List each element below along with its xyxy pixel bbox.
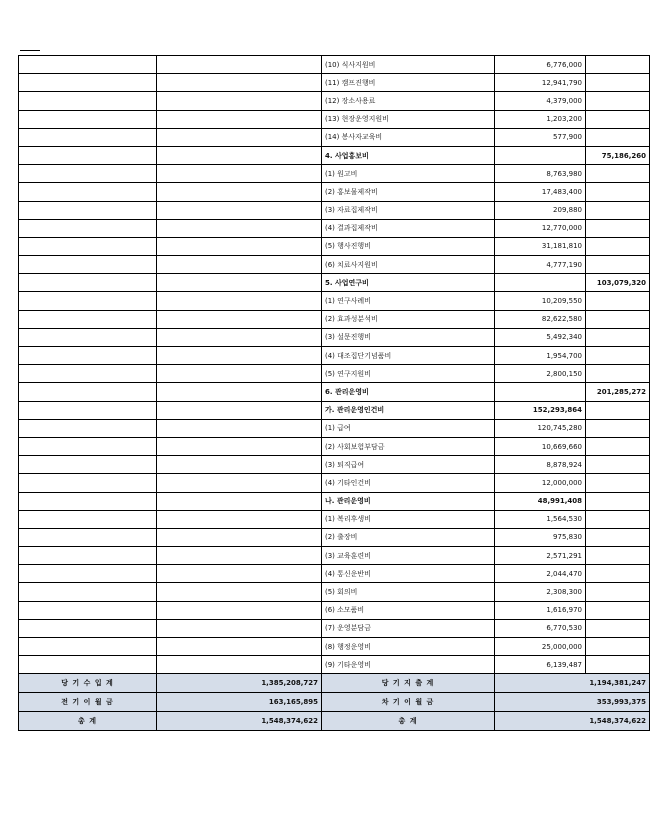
income-amount-cell <box>157 492 322 510</box>
income-item-cell <box>19 219 157 237</box>
table-row <box>19 583 650 601</box>
expense-subtotal <box>586 619 650 637</box>
income-amount-cell <box>157 310 322 328</box>
table-row <box>19 619 650 637</box>
income-amount-cell <box>157 274 322 292</box>
income-amount-cell <box>157 510 322 528</box>
income-amount-cell <box>157 528 322 546</box>
income-item-cell <box>19 401 157 419</box>
expense-amount: 5,492,340 <box>495 328 586 346</box>
expense-amount: 209,880 <box>495 201 586 219</box>
income-item-cell <box>19 638 157 656</box>
income-amount-cell <box>157 237 322 255</box>
income-item-cell <box>19 92 157 110</box>
expense-amount: 17,483,400 <box>495 183 586 201</box>
expense-amount: 120,745,280 <box>495 419 586 437</box>
income-amount-cell <box>157 383 322 401</box>
table-row <box>19 456 650 474</box>
income-item-cell <box>19 565 157 583</box>
expense-amount: 10,669,660 <box>495 437 586 455</box>
income-amount-cell <box>157 456 322 474</box>
income-amount-cell <box>157 128 322 146</box>
income-amount-cell <box>157 328 322 346</box>
expense-item-label: (1) 원고비 <box>322 165 495 183</box>
expense-amount: 25,000,000 <box>495 638 586 656</box>
table-row <box>19 510 650 528</box>
expense-amount: 1,954,700 <box>495 347 586 365</box>
expense-item-label: (3) 퇴직급여 <box>322 456 495 474</box>
income-amount-cell <box>157 183 322 201</box>
expense-item-label: (4) 결과집제작비 <box>322 219 495 237</box>
expense-amount <box>495 146 586 164</box>
expense-amount: 6,139,487 <box>495 656 586 674</box>
expense-subtotal <box>586 601 650 619</box>
expense-item-label: 나. 관리운영비 <box>322 492 495 510</box>
income-amount-cell <box>157 56 322 74</box>
income-amount-cell <box>157 110 322 128</box>
expense-item-label: (3) 자료집제작비 <box>322 201 495 219</box>
expense-subtotal <box>586 310 650 328</box>
summary-right-value: 1,548,374,622 <box>495 712 650 731</box>
table-row <box>19 310 650 328</box>
income-item-cell <box>19 56 157 74</box>
expense-subtotal <box>586 401 650 419</box>
table-row <box>19 201 650 219</box>
ledger-body <box>19 56 650 731</box>
expense-subtotal <box>586 419 650 437</box>
expense-item-label: (7) 운영분담금 <box>322 619 495 637</box>
expense-amount: 6,770,530 <box>495 619 586 637</box>
expense-item-label: 가. 관리운영인건비 <box>322 401 495 419</box>
income-amount-cell <box>157 547 322 565</box>
income-item-cell <box>19 165 157 183</box>
income-item-cell <box>19 492 157 510</box>
expense-amount: 6,776,000 <box>495 56 586 74</box>
expense-item-label: (1) 복리후생비 <box>322 510 495 528</box>
expense-subtotal <box>586 256 650 274</box>
table-row <box>19 601 650 619</box>
expense-amount: 2,044,470 <box>495 565 586 583</box>
expense-item-label: (5) 행사진행비 <box>322 237 495 255</box>
expense-amount: 48,991,408 <box>495 492 586 510</box>
table-row <box>19 165 650 183</box>
income-item-cell <box>19 456 157 474</box>
table-row <box>19 146 650 164</box>
expense-subtotal <box>586 565 650 583</box>
income-amount-cell <box>157 365 322 383</box>
expense-amount: 12,941,790 <box>495 74 586 92</box>
expense-item-label: (4) 통신운반비 <box>322 565 495 583</box>
table-row <box>19 74 650 92</box>
expense-item-label: (9) 기타운영비 <box>322 656 495 674</box>
table-row <box>19 383 650 401</box>
summary-left-value: 1,548,374,622 <box>157 712 322 731</box>
expense-item-label: 5. 사업연구비 <box>322 274 495 292</box>
expense-amount: 12,770,000 <box>495 219 586 237</box>
expense-subtotal <box>586 183 650 201</box>
income-item-cell <box>19 474 157 492</box>
summary-left-value: 163,165,895 <box>157 693 322 712</box>
summary-row <box>19 712 650 731</box>
table-row <box>19 128 650 146</box>
expense-amount: 2,571,291 <box>495 547 586 565</box>
expense-subtotal <box>586 510 650 528</box>
expense-item-label: 4. 사업홍보비 <box>322 146 495 164</box>
income-item-cell <box>19 128 157 146</box>
table-row <box>19 183 650 201</box>
expense-subtotal <box>586 56 650 74</box>
income-item-cell <box>19 146 157 164</box>
income-amount-cell <box>157 92 322 110</box>
expense-item-label: (2) 출장비 <box>322 528 495 546</box>
table-row <box>19 328 650 346</box>
table-row <box>19 419 650 437</box>
summary-right-label: 차 기 이 월 금 <box>322 693 495 712</box>
expense-subtotal <box>586 492 650 510</box>
expense-item-label: (5) 연구지원비 <box>322 365 495 383</box>
table-row <box>19 492 650 510</box>
income-amount-cell <box>157 565 322 583</box>
table-row <box>19 347 650 365</box>
expense-subtotal <box>586 128 650 146</box>
table-row <box>19 528 650 546</box>
expense-item-label: (10) 식사지원비 <box>322 56 495 74</box>
expense-subtotal <box>586 656 650 674</box>
income-amount-cell <box>157 292 322 310</box>
income-amount-cell <box>157 638 322 656</box>
table-row <box>19 401 650 419</box>
table-row <box>19 437 650 455</box>
expense-subtotal <box>586 474 650 492</box>
summary-left-label: 총 계 <box>19 712 157 731</box>
income-item-cell <box>19 274 157 292</box>
expense-item-label: (13) 현장운영지원비 <box>322 110 495 128</box>
income-item-cell <box>19 183 157 201</box>
expense-amount: 152,293,864 <box>495 401 586 419</box>
income-item-cell <box>19 619 157 637</box>
income-item-cell <box>19 383 157 401</box>
table-row <box>19 256 650 274</box>
summary-row <box>19 674 650 693</box>
expense-amount <box>495 383 586 401</box>
expense-amount: 577,900 <box>495 128 586 146</box>
income-item-cell <box>19 583 157 601</box>
expense-item-label: 6. 관리운영비 <box>322 383 495 401</box>
expense-amount: 1,203,200 <box>495 110 586 128</box>
expense-subtotal <box>586 292 650 310</box>
budget-ledger-table <box>18 55 650 731</box>
table-row <box>19 237 650 255</box>
expense-subtotal: 103,079,320 <box>586 274 650 292</box>
summary-right-value: 1,194,381,247 <box>495 674 650 693</box>
expense-subtotal <box>586 110 650 128</box>
expense-subtotal <box>586 347 650 365</box>
expense-amount: 10,209,550 <box>495 292 586 310</box>
expense-item-label: (8) 행정운영비 <box>322 638 495 656</box>
expense-amount: 1,616,970 <box>495 601 586 619</box>
expense-item-label: (2) 홍보물제작비 <box>322 183 495 201</box>
income-amount-cell <box>157 619 322 637</box>
expense-amount: 975,830 <box>495 528 586 546</box>
income-amount-cell <box>157 437 322 455</box>
income-amount-cell <box>157 583 322 601</box>
expense-amount: 8,878,924 <box>495 456 586 474</box>
table-row <box>19 110 650 128</box>
expense-subtotal <box>586 201 650 219</box>
expense-item-label: (2) 효과성분석비 <box>322 310 495 328</box>
expense-amount <box>495 274 586 292</box>
table-row <box>19 474 650 492</box>
expense-amount: 2,308,300 <box>495 583 586 601</box>
table-row <box>19 365 650 383</box>
income-amount-cell <box>157 401 322 419</box>
expense-subtotal <box>586 237 650 255</box>
summary-right-label: 당 기 지 출 계 <box>322 674 495 693</box>
income-item-cell <box>19 256 157 274</box>
expense-item-label: (3) 설문진행비 <box>322 328 495 346</box>
income-item-cell <box>19 74 157 92</box>
income-item-cell <box>19 237 157 255</box>
expense-amount: 8,763,980 <box>495 165 586 183</box>
expense-amount: 1,564,530 <box>495 510 586 528</box>
expense-item-label: (5) 회의비 <box>322 583 495 601</box>
income-item-cell <box>19 328 157 346</box>
expense-subtotal <box>586 528 650 546</box>
expense-item-label: (6) 치료사지원비 <box>322 256 495 274</box>
table-row <box>19 219 650 237</box>
expense-subtotal <box>586 437 650 455</box>
expense-amount: 82,622,580 <box>495 310 586 328</box>
summary-right-value: 353,993,375 <box>495 693 650 712</box>
expense-amount: 4,379,000 <box>495 92 586 110</box>
expense-amount: 12,000,000 <box>495 474 586 492</box>
income-amount-cell <box>157 419 322 437</box>
expense-subtotal <box>586 638 650 656</box>
table-row <box>19 656 650 674</box>
table-row <box>19 274 650 292</box>
income-item-cell <box>19 365 157 383</box>
expense-item-label: (4) 기타인건비 <box>322 474 495 492</box>
income-amount-cell <box>157 146 322 164</box>
income-amount-cell <box>157 74 322 92</box>
income-item-cell <box>19 656 157 674</box>
income-amount-cell <box>157 347 322 365</box>
expense-item-label: (4) 대조집단기념품비 <box>322 347 495 365</box>
expense-subtotal: 75,186,260 <box>586 146 650 164</box>
income-item-cell <box>19 292 157 310</box>
table-row <box>19 56 650 74</box>
summary-left-value: 1,385,208,727 <box>157 674 322 693</box>
expense-subtotal <box>586 583 650 601</box>
income-amount-cell <box>157 165 322 183</box>
income-amount-cell <box>157 256 322 274</box>
table-row <box>19 565 650 583</box>
summary-left-label: 당 기 수 입 계 <box>19 674 157 693</box>
expense-item-label: (1) 급여 <box>322 419 495 437</box>
expense-subtotal <box>586 74 650 92</box>
income-amount-cell <box>157 601 322 619</box>
expense-amount: 31,181,810 <box>495 237 586 255</box>
expense-subtotal <box>586 456 650 474</box>
income-item-cell <box>19 528 157 546</box>
table-row <box>19 292 650 310</box>
expense-item-label: (3) 교육훈련비 <box>322 547 495 565</box>
income-amount-cell <box>157 474 322 492</box>
expense-amount: 4,777,190 <box>495 256 586 274</box>
income-amount-cell <box>157 201 322 219</box>
income-amount-cell <box>157 219 322 237</box>
expense-item-label: (14) 봉사자교육비 <box>322 128 495 146</box>
table-row <box>19 638 650 656</box>
expense-item-label: (12) 장소사용료 <box>322 92 495 110</box>
expense-subtotal <box>586 219 650 237</box>
expense-subtotal <box>586 165 650 183</box>
expense-subtotal <box>586 328 650 346</box>
expense-item-label: (11) 캠프진행비 <box>322 74 495 92</box>
expense-subtotal: 201,285,272 <box>586 383 650 401</box>
income-item-cell <box>19 601 157 619</box>
page-corner-mark <box>20 50 40 51</box>
expense-subtotal <box>586 547 650 565</box>
income-item-cell <box>19 419 157 437</box>
income-item-cell <box>19 110 157 128</box>
income-item-cell <box>19 310 157 328</box>
expense-item-label: (1) 연구사례비 <box>322 292 495 310</box>
summary-right-label: 총 계 <box>322 712 495 731</box>
table-row <box>19 547 650 565</box>
summary-left-label: 전 기 이 월 금 <box>19 693 157 712</box>
income-item-cell <box>19 510 157 528</box>
expense-subtotal <box>586 92 650 110</box>
income-amount-cell <box>157 656 322 674</box>
summary-row <box>19 693 650 712</box>
table-row <box>19 92 650 110</box>
income-item-cell <box>19 347 157 365</box>
income-item-cell <box>19 201 157 219</box>
income-item-cell <box>19 437 157 455</box>
income-item-cell <box>19 547 157 565</box>
expense-item-label: (6) 소모품비 <box>322 601 495 619</box>
expense-item-label: (2) 사회보험부담금 <box>322 437 495 455</box>
expense-subtotal <box>586 365 650 383</box>
expense-amount: 2,800,150 <box>495 365 586 383</box>
